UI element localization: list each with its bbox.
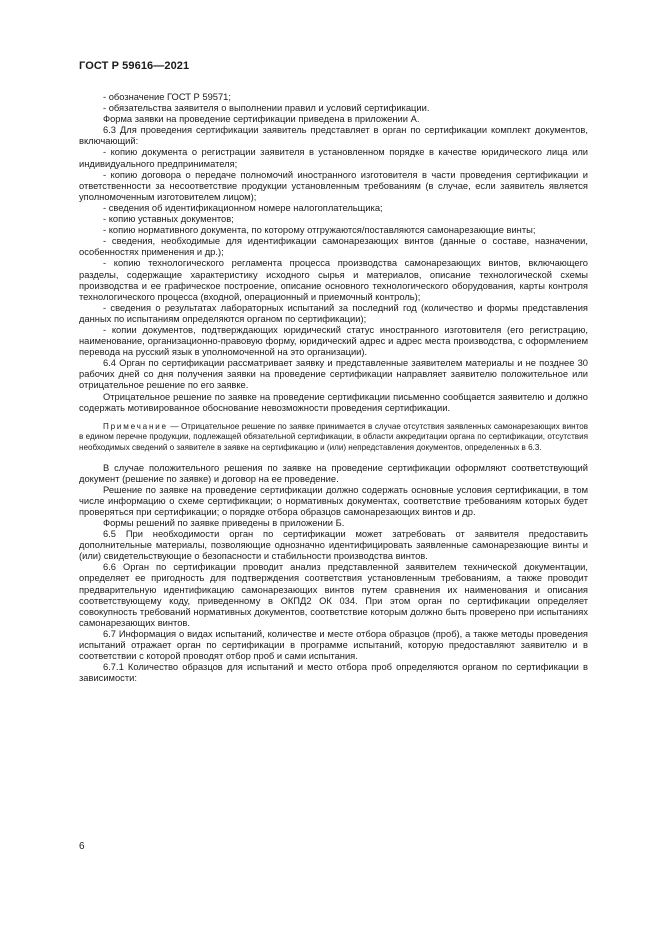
list-item: - копию документа о регистрации заявителя в установленном порядке в качестве юридического лица или индивидуального предпринимателя; (79, 147, 588, 169)
list-item: - копию уставных документов; (103, 214, 234, 225)
list-item: - сведения, необходимые для идентификации самонарезающих винтов (данные о составе, назначении, особенностях применения и др.); (79, 236, 588, 258)
list-item: - копию договора о передаче полномочий иностранного изготовителя в части проведения сертификации и ответственности за несоответствие продукции установленным требованиям (в случае, если заявитель является уполномоченным изготовителем лицом); (79, 169, 588, 202)
paragraph: Формы решений по заявке приведены в приложении Б. (103, 517, 345, 528)
list-item: - обязательства заявителя о выполнении правил и условий сертификации. (103, 103, 430, 114)
list-item: - копию технологического регламента процесса производства самонарезающих винтов, включающего разделы, содержащие характеристику исходного сырья и материалов, описание технологической схемы производства и ее графическое построение, описание основного технологического оборудования, карты контроля технологического процесса (входной, операционный и приемочный контроль); (79, 258, 588, 302)
paragraph: 6.4 Орган по сертификации рассматривает заявку и представленные заявителем материалы и не позднее 30 рабочих дней со дня получения заявки на проведение сертификации направляет заявителю положительное или отрицательное решение по его заявке. (79, 358, 588, 391)
list-item: - копии документов, подтверждающих юридический статус иностранного изготовителя (его регистрацию, наименование, организационно-правовую форму, юридический адрес и адрес места производства, с оформлением перевода на русский язык в уполномоченной на это организации). (79, 324, 588, 358)
paragraph: Отрицательное решение по заявке на проведение сертификации письменно сообщается заявителю и должно содержать мотивированное обоснование невозможности проведения сертификации. (79, 391, 588, 413)
list-item: - копию нормативного документа, по которому отгружаются/поставляются самонарезающие винты; (103, 225, 536, 236)
note-text: — Отрицательное решение по заявке принимается в случае отсутствия заявленных самонарезающих винтов в едином перечне продукции, подлежащей обязательной сертификации, в области аккредитации органа по сертификации, отсутствия необходимых сведений о заявителе в заявке на сертификацию и (или) непредставления документов, определенных в 6.3. (79, 421, 588, 452)
note (79, 422, 588, 454)
paragraph: 6.7 Информация о видах испытаний, количестве и месте отбора образцов (проб), а также методы проведения испытаний отражает орган по сертификации в программе испытаний, которую предоставляют заявителю и в соответствии с которой проводят отбор проб и сами испытания. (79, 628, 588, 662)
paragraph: 6.5 При необходимости орган по сертификации может затребовать от заявителя предоставить дополнительные материалы, позволяющие однозначно идентифицировать заявленные самонарезающие винты и (или) свидетельствующие о безопасности и стабильности производства винтов. (79, 529, 588, 562)
paragraph: В случае положительного решения по заявке на проведение сертификации оформляют соответствующий документ (решение по заявке) и договор на ее проведение. (79, 462, 588, 484)
list-item: - обозначение ГОСТ Р 59571; (103, 92, 231, 102)
paragraph: 6.6 Орган по сертификации проводит анализ представленной заявителем технической документации, определяет ее пригодность для подтверждения соответствия установленным требованиям, а также проводит предварительную идентификацию самонарезающих винтов путем сравнения их наименования и описания соответствующему коду, приведенному в ОКПД2 ОК 034. При этом орган по сертификации определяет совокупность требований нормативных документов, соответствие которым должно быть проверено при испытаниях самонарезающих винтов. (79, 562, 588, 628)
paragraph: 6.3 Для проведения сертификации заявитель представляет в орган по сертификации комплект документов, включающий: (79, 125, 588, 147)
document-header: ГОСТ Р 59616—2021 (79, 60, 190, 72)
paragraph: 6.7.1 Количество образцов для испытаний и место отбора проб определяются органом по сертификации в зависимости: (79, 662, 588, 684)
document-body (79, 92, 588, 684)
list-item: - сведения об идентификационном номере налогоплательщика; (103, 202, 383, 213)
note-label: Примечание (103, 421, 168, 431)
page-number: 6 (79, 841, 85, 852)
paragraph: Решение по заявке на проведение сертификации должно содержать основные условия сертификации, в том числе информацию о схеме сертификации; о нормативных документах, соответствие требованиям которых будет проверяться при сертификации; о порядке отбора образцов самонарезающих винтов и др. (79, 484, 588, 517)
paragraph: Форма заявки на проведение сертификации приведена в приложении А. (103, 114, 420, 125)
list-item: - сведения о результатах лабораторных испытаний за последний год (количество и формы представления данных по испытаниям определяются органом по сертификации); (79, 302, 588, 324)
